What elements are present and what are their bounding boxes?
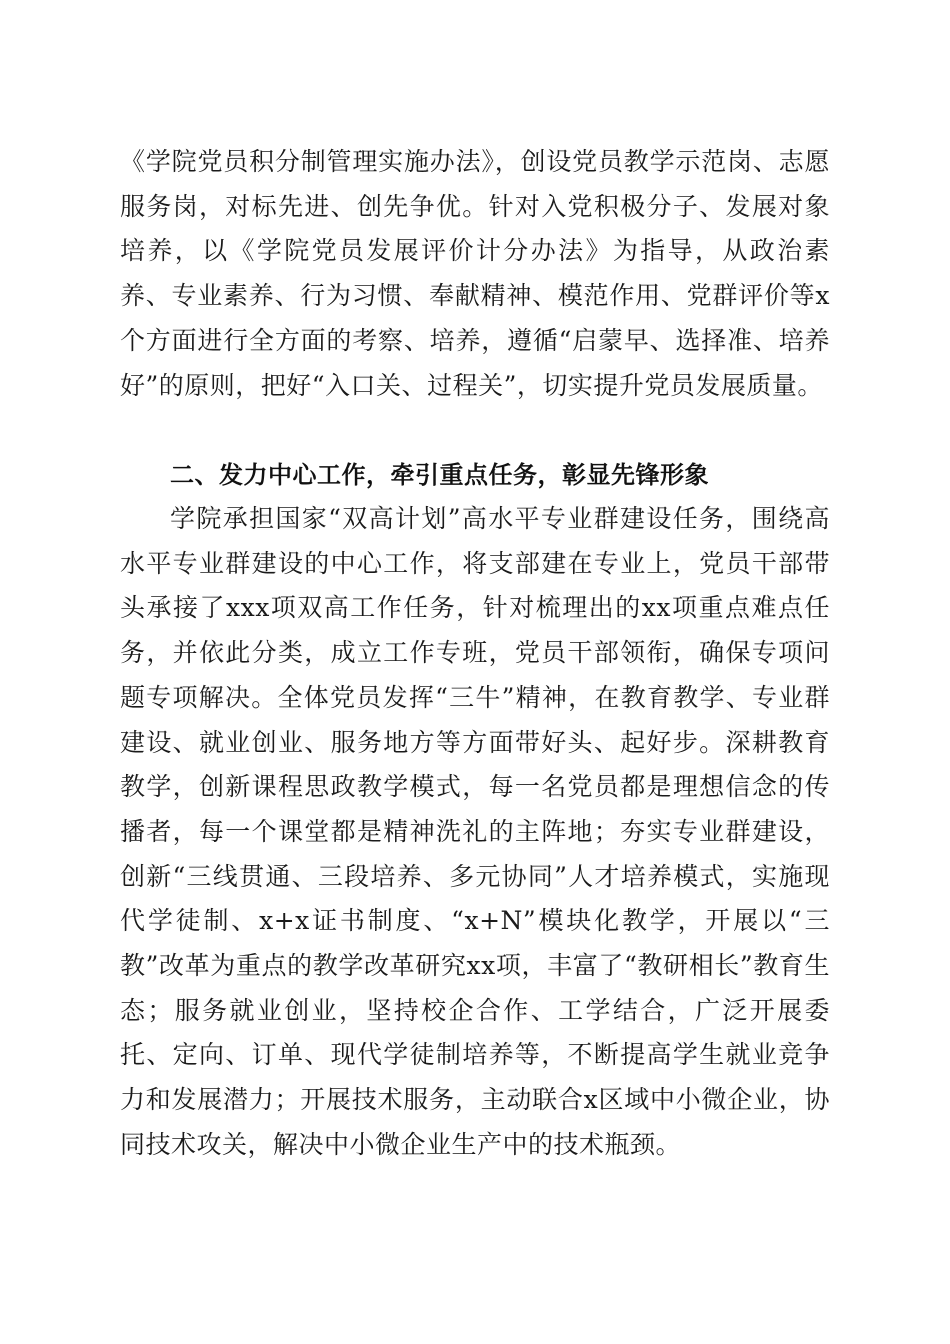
section-heading: 二、发力中心工作，牵引重点任务，彰显先锋形象 xyxy=(170,461,709,489)
body-paragraph-continued: 《学院党员积分制管理实施办法》，创设党员教学示范岗、志愿服务岗，对标先进、创先争优。针对入党积极分子、发展对象培养，以《学院党员发展评价计分办法》为指导，从政治素养、专业素养、行为习惯、奉献精神、模范作用、党群评价等x个方面进行全方面的考察、培养，遵循“启蒙早、选择准、培养好”的原则，把好“入口关、过程关”，切实提升党员发展质量。 xyxy=(120,147,830,400)
body-paragraph: 学院承担国家“双高计划”高水平专业群建设任务，围绕高水平专业群建设的中心工作，将支部建在专业上，党员干部带头承接了xxx项双高工作任务，针对梳理出的xx项重点难点任务，并依此分类，成立工作专班，党员干部领衔，确保专项问题专项解决。全体党员发挥“三牛”精神，在教育教学、专业群建设、就业创业、服务地方等方面带好头、起好步。深耕教育教学，创新课程思政教学模式，每一名党员都是理想信念的传播者，每一个课堂都是精神洗礼的主阵地；夯实专业群建设，创新“三线贯通、三段培养、多元协同”人才培养模式，实施现代学徒制、x+x证书制度、“x+N”模块化教学，开展以“三教”改革为重点的教学改革研究xx项，丰富了“教研相长”教育生态；服务就业创业，坚持校企合作、工学结合，广泛开展委托、定向、订单、现代学徒制培养等，不断提高学生就业竞争力和发展潜力；开展技术服务，主动联合x区域中小微企业，协同技术攻关，解决中小微企业生产中的技术瓶颈。 xyxy=(120,504,830,1159)
